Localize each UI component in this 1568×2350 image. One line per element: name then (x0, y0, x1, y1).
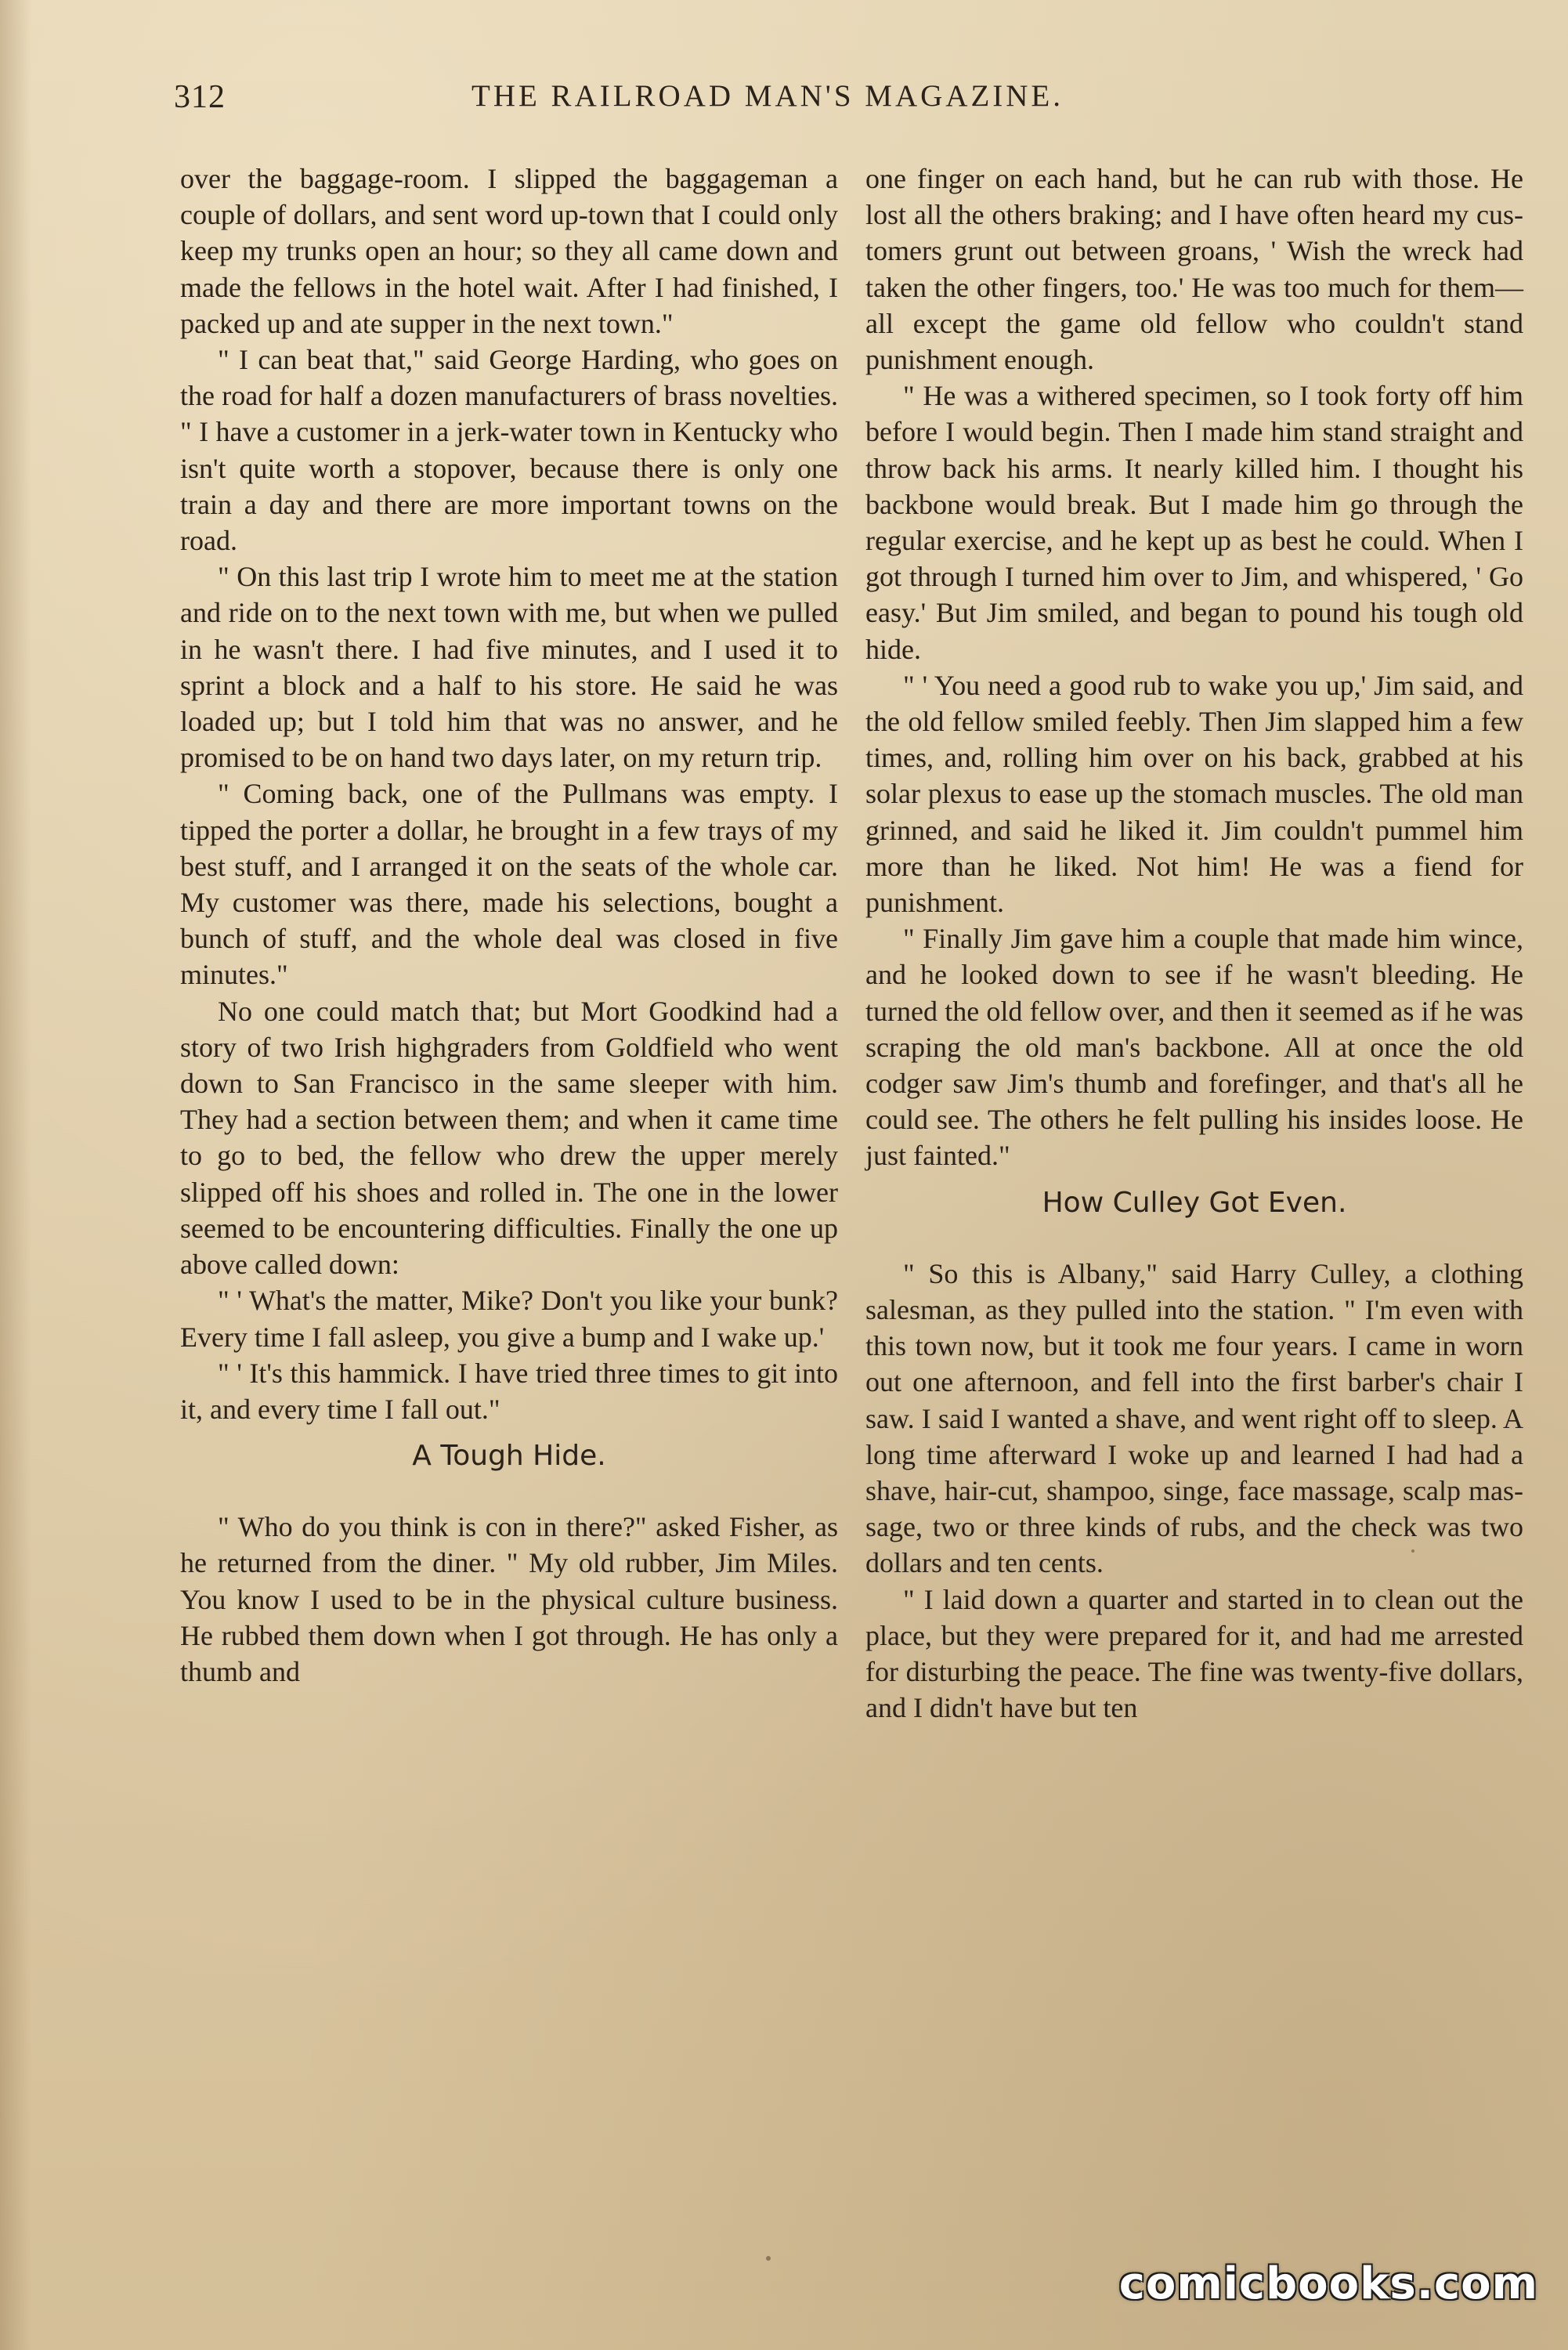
paragraph: No one could match that; but Mort Goodkind had a story of two Irish highgraders from Goldfield who went down to San Francisco in the same sleeper with him. They had a section between them; and when it came time to go to bed, the fellow who drew the upper merely slipped off his shoes and rolled in. The one in the lower seemed to be encountering difficulties. Finally the one up above called down: (180, 995, 838, 1281)
paper-speck (766, 2256, 771, 2261)
paragraph: " Who do you think is con in there?" asked Fisher, as he returned from the diner. " My old rubber, Jim Miles. You know I used to be in the physical culture business. He rubbed them down when I got through. He has only a thumb and (180, 1511, 838, 1687)
paragraph: " On this last trip I wrote him to meet me at the station and ride on to the next town with me, but when we pulled in he wasn't there. I had five minutes, and I used it to sprint a block and a half to his store. He said he was loaded up; but I told him that was no answer, and he promised to be on hand two days later, on my return trip. (180, 561, 838, 774)
paragraph: " ' It's this hammick. I have tried three times to git into it, and every time I fall out." (180, 1357, 838, 1425)
paper-speck (1411, 1549, 1414, 1553)
right-column (865, 161, 1523, 1726)
section-heading: How Culley Got Even. (1042, 1186, 1347, 1219)
section-heading: A Tough Hide. (412, 1440, 606, 1473)
paragraph: over the baggage-room. I slipped the baggageman a couple of dollars, and sent word up-town that I could only keep my trunks open an hour; so they all came down and made the fellows in the hotel wait. After I had finished, I packed up and ate supper in the next town." (180, 163, 838, 339)
paragraph: " Finally Jim gave him a couple that made him wince, and he looked down to see if he wasn't bleeding. He turned the old fellow over, and then it seemed as if he was scraping the old man's backbone. All at once the old codger saw Jim's thumb and forefinger, and that's all he could see. The others he felt pulling his insides loose. He just fainted." (865, 923, 1523, 1172)
page-number: 312 (174, 79, 226, 115)
left-column (180, 161, 838, 1690)
paragraph: " So this is Albany," said Harry Culley, a clothing salesman, as they pulled into the station. " I'm even with this town now, but it took me four years. I came in worn out one afternoon, and fell into the first barber's chair I saw. I said I wanted a shave, and went right off to sleep. A long time afterward I woke up and learned I had had a shave, hair-cut, shampoo, singe, face massage, scalp massage, two or three kinds of rubs, and the check was two dollars and ten cents. (865, 1257, 1523, 1579)
paragraph: " ' What's the matter, Mike? Don't you like your bunk? Every time I fall asleep, you give a bump and I wake up.' (180, 1285, 838, 1353)
watermark: comicbooks.com (1118, 2258, 1538, 2309)
running-title: THE RAILROAD MAN'S MAGAZINE. (471, 79, 1064, 113)
paragraph: " I can beat that," said George Harding, who goes on the road for half a dozen manufacturers of brass novelties. " I have a customer in a jerk-water town in Kentucky who isn't quite worth a stopover, because there is only one train a day and there are more important towns on the road. (180, 344, 838, 557)
paragraph: " Coming back, one of the Pullmans was empty. I tipped the porter a dollar, he brought in a few trays of my best stuff, and I arranged it on the seats of the whole car. My customer was there, made his selections, bought a bunch of stuff, and the whole deal was closed in five minutes." (180, 778, 838, 991)
paragraph: " I laid down a quarter and started in to clean out the place, but they were prepared for it, and had me arrested for disturbing the peace. The fine was twenty-five dollars, and I didn't have but ten (865, 1583, 1523, 1724)
page-header (174, 78, 1513, 125)
paragraph: one finger on each hand, but he can rub with those. He lost all the others braking; and I have often heard my customers grunt out between groans, ' Wish the wreck had taken the other fingers, too.' He was too much for them—all except the game old fellow who couldn't stand punishment enough. (865, 163, 1523, 376)
paragraph: " ' You need a good rub to wake you up,' Jim said, and the old fellow smiled feebly. Then Jim slapped him a few times, and, rolling him over on his back, grabbed at his solar plexus to ease up the stomach muscles. The old man grinned, and said he liked it. Jim couldn't pummel him more than he liked. Not him! He was a fiend for punishment. (865, 669, 1523, 919)
paragraph: " He was a withered specimen, so I took forty off him before I would begin. Then I made him stand straight and throw back his arms. It nearly killed him. I thought his backbone would break. But I made him go through the regular exercise, and he kept up as best he could. When I got through I turned him over to Jim, and whispered, ' Go easy.' But Jim smiled, and began to pound his tough old hide. (865, 380, 1523, 665)
